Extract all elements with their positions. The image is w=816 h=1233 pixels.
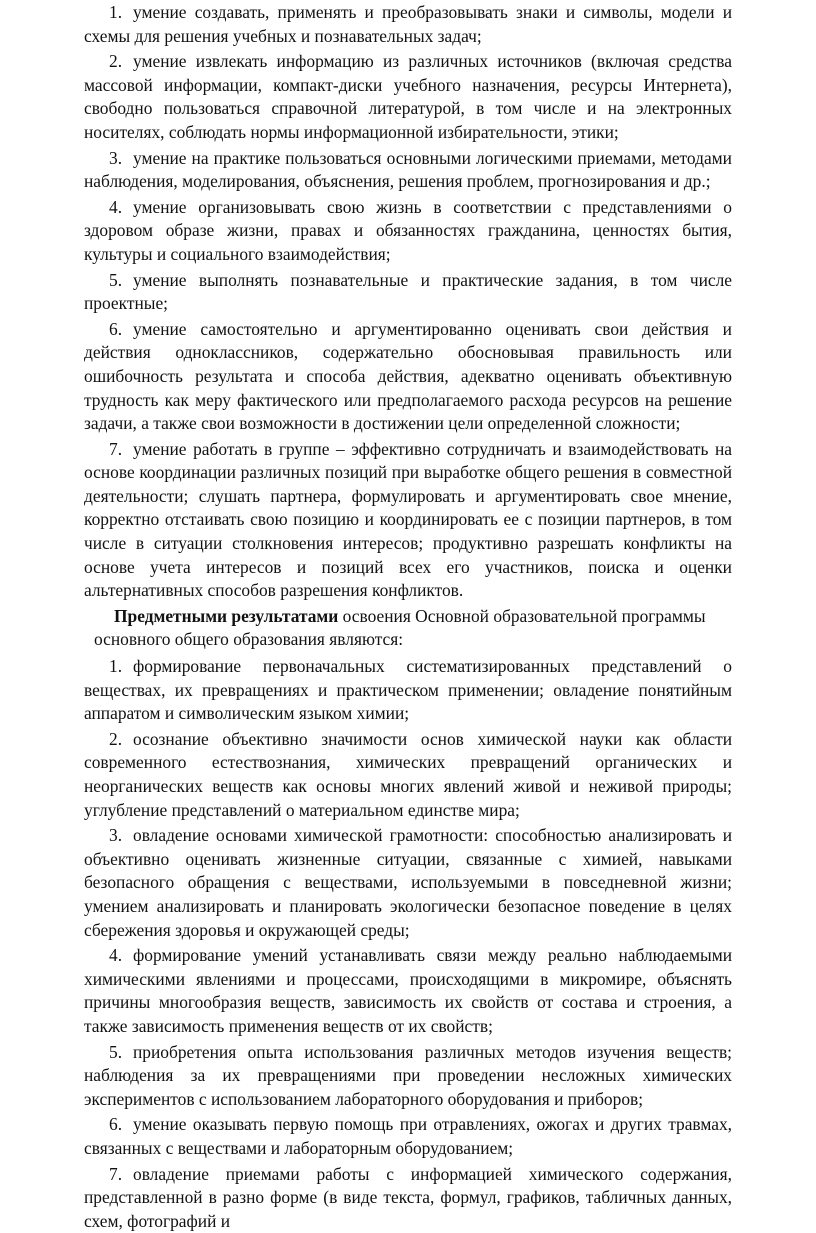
list-item-text: умение организовывать свою жизнь в соответствии с представлениями о здоровом образе жизни, правах и обязанностях гражданина, ценностях бытия, культуры и социального взаимодействия; (84, 197, 732, 264)
list-item-text: умение работать в группе – эффективно сотрудничать и взаимодействовать на основе координации различных позиций при выработке общего решения в совместной деятельности; слушать партнера, формулировать и аргументировать свое мнение, корректно отстаивать свою позицию и координировать ее с позиции партнеров, в том числе в ситуации столкновения интересов; продуктивно разрешать конфликты на основе учета интересов и позиций всех его участников, поиска и оценки альтернативных способов разрешения конфликтов. (84, 439, 732, 601)
list-item-text: умение самостоятельно и аргументированно оценивать свои действия и действия одноклассников, содержательно обосновывая правильность или ошибочность результата и способа действия, адекватно оценивать объективную трудность как меру фактического или предполагаемого расхода ресурсов на решение задачи, а также свои возможности в достижении цели определенной сложности; (84, 319, 732, 433)
list-item-text: умение создавать, применять и преобразовывать знаки и символы, модели и схемы для решения учебных и познавательных задач; (84, 2, 732, 46)
subject-results-list (84, 655, 732, 1233)
list-item (84, 655, 732, 726)
list-item-number: 6. (109, 1113, 133, 1137)
list-item-number: 7. (109, 1163, 133, 1187)
meta-subject-results-list (84, 1, 732, 603)
list-item-text: осознание объективно значимости основ химической науки как области современного естествознания, химических превращений органических и неорганических веществ как основы многих явлений живой и неживой природы; углубление представлений о материальном единстве мира; (84, 729, 732, 820)
list-item (84, 269, 732, 316)
intro-text-line1: освоения Основной образовательной программы (338, 606, 705, 626)
list-item-number: 7. (109, 438, 133, 462)
list-item (84, 196, 732, 267)
list-item (84, 147, 732, 194)
list-item (84, 1163, 732, 1233)
list-item-text: формирование умений устанавливать связи между реально наблюдаемыми химическими явлениями и процессами, происходящими в микромире, объяснять причины многообразия веществ, зависимость их свойств от состава и строения, а также зависимость применения веществ от их свойств; (84, 945, 732, 1036)
list-item (84, 1, 732, 48)
list-item-number: 3. (109, 147, 133, 171)
list-item-text: умение на практике пользоваться основными логическими приемами, методами наблюдения, моделирования, объяснения, решения проблем, прогнозирования и др.; (84, 148, 732, 192)
list-item-number: 2. (109, 728, 133, 752)
list-item-text: умение оказывать первую помощь при отравлениях, ожогах и других травмах, связанных с веществами и лабораторным оборудованием; (84, 1114, 732, 1158)
intro-text-line2: основного общего образования являются: (84, 628, 732, 652)
list-item-number: 2. (109, 50, 133, 74)
list-item (84, 728, 732, 822)
list-item-number: 6. (109, 318, 133, 342)
list-item (84, 438, 732, 603)
list-item (84, 824, 732, 942)
list-item-text: овладение приемами работы с информацией химического содержания, представленной в разно форме (в виде текста, формул, графиков, табличных данных, схем, фотографий и (84, 1164, 732, 1231)
list-item-text: умение выполнять познавательные и практические задания, в том числе проектные; (84, 270, 732, 314)
list-item (84, 1113, 732, 1160)
list-item (84, 318, 732, 436)
list-item (84, 1041, 732, 1112)
list-item (84, 944, 732, 1038)
subject-results-intro (84, 605, 732, 652)
list-item-text: овладение основами химической грамотности: способностью анализировать и объективно оценивать жизненные ситуации, связанные с химией, навыками безопасного обращения с веществами, используемыми в повседневной жизни; умением анализировать и планировать экологически безопасное поведение в целях сбережения здоровья и окружающей среды; (84, 825, 732, 939)
list-item-text: умение извлекать информацию из различных источников (включая средства массовой информации, компакт-диски учебного назначения, ресурсы Интернета), свободно пользоваться справочной литературой, в том числе и на электронных носителях, соблюдать нормы информационной избирательности, этики; (84, 51, 732, 142)
list-item-number: 5. (109, 1041, 133, 1065)
intro-bold-term: Предметными результатами (114, 606, 338, 626)
list-item-text: приобретения опыта использования различных методов изучения веществ; наблюдения за их превращениями при проведении несложных химических экспериментов с использованием лабораторного оборудования и приборов; (84, 1042, 732, 1109)
list-item-number: 3. (109, 824, 133, 848)
list-item-number: 5. (109, 269, 133, 293)
list-item-text: формирование первоначальных систематизированных представлений о веществах, их превращениях и практическом применении; овладение понятийным аппаратом и символическим языком химии; (84, 656, 732, 723)
list-item (84, 50, 732, 144)
list-item-number: 1. (109, 1, 133, 25)
list-item-number: 1. (109, 655, 133, 679)
list-item-number: 4. (109, 196, 133, 220)
list-item-number: 4. (109, 944, 133, 968)
